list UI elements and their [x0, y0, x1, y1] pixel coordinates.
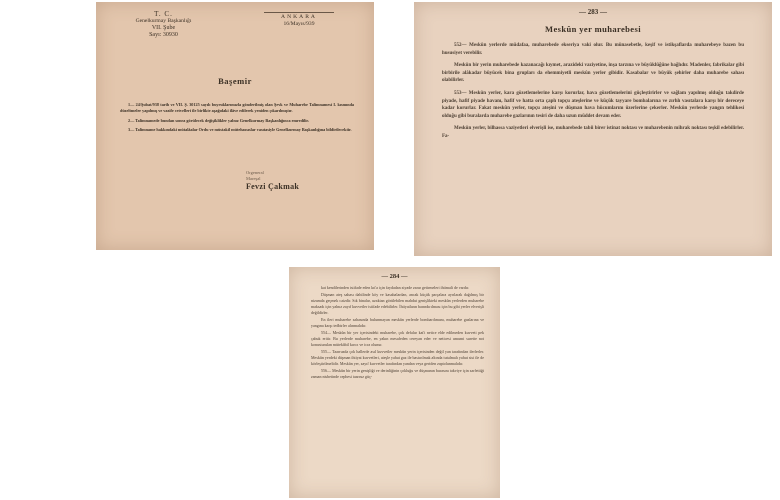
signature-title: Mareşal: [246, 176, 261, 181]
paragraph: 555— Taarruzda çok hallerde asıl kuvvetler meskûn yerin içerisinden değil yan tarafından ilerlerler. Meskûn yerdeki düşman ihtiyat kuvvetleri, ateşle yahut gaz ile bastırılmak altında tutulmalı yahut sisi ile de körleştirilmelidir. Meskûn yer, zayıf kuvvetler tarafından yandan veya geriden zaptolunmalıdır.: [311, 349, 484, 366]
page-body: [311, 285, 484, 381]
paragraph: 1— 24/Şubat/938 tarih ve VII. Ş. 30125 sayılı buyruklarımızla gönderilmiş olan Şevk ve Muharebe Talimnamesi I. kısmında düzeltmeler yapılmış ve vazife cetvelleri ile birlikte aşağıdaki ilâve edilerek yeniden çıkarılmıştır.: [120, 102, 354, 113]
paragraph: Meskûn yerler, bilhassa vaziyetleri elverişli ise, muharebede tabii birer istinat noktası ve muharebenin mihrak noktası teşkil edebilirler. Fa-: [442, 126, 744, 139]
page-body: [442, 42, 744, 146]
signature-block: [246, 170, 336, 190]
paragraph: 556— Meskûn bir yerin genişliği ve derinliğinin çokluğu ve düşmanın burasını takviye için sarfettiği zaman nisbetinde cephesi taarruz güç-: [311, 368, 484, 379]
paragraph: 552— Meskûn yerlerde müdafaa, muharebede ekseriya vaki olur. Bu münasebetle, keşif ve istikşaflarda muharebeye bazen bu hususiyet verebilir.: [442, 43, 744, 56]
header-organization: Genelkurmay Başkanlığı: [135, 18, 192, 24]
document-page-283: [414, 2, 772, 256]
paragraph: Meskûn bir yerin muharebede kazanacağı kıymet, arazideki vaziyetine, inşa tarzına ve büyüklüğüne bağlıdır. Madenler, fabrikalar gibi birbirile alâkadar büyücek bina grupları da ehemmiyetli meskûn yerler gibidir. Kasabalar ve büyük şehirler daha muharebe sahası olabilirler.: [442, 63, 744, 84]
paragraph: 554— Meskûn bir yer içerisindeki muharebe, çok defalar kat'i netice elde edilmeden kuvveti pek çabuk eritir. Bu yerlerde muharebe, en yakın mesafeden cereyan eder ve neticesi umumi surette not konusturulan mütekâbil kırıcı ve icra olunur.: [311, 330, 484, 347]
paragraph: 2— Talimnamede bundan sonra görülecek değişiklikler yalnız Genelkurmay Başkanlığınca emredilir.: [128, 117, 309, 123]
paragraph: 3— Talimname hakkındaki mütalâalar Ordu ve müstakil mütehassıslar vasıtasiyle Genelkurmay Başkanlığına bildirilecektir.: [128, 127, 352, 133]
section-title: Meskûn yer muharebesi: [545, 24, 641, 34]
letter-body: [120, 102, 354, 137]
header-number: Sayı: 30930: [149, 32, 178, 38]
signature-rank: Orgeneral: [246, 170, 264, 175]
header-city: ANKARA: [264, 12, 334, 21]
document-page-284: [289, 267, 500, 498]
paragraph: kat kendilerinden istifade eden kıt'a için faydadan ziyade zarar getirmeleri ihtimali de vardır.: [321, 285, 470, 290]
signature-name: Fevzi Çakmak: [246, 182, 300, 191]
header-tc: T. C.: [154, 10, 173, 18]
letterhead-left: [116, 11, 211, 39]
paragraph: 553— Meskûn yerler, kara gözetlemelerine karşı korurlar, hava gözetlemelerini güçleştirirler ve sağlam yapılmış olduğu takdirde piyade, hafif piyade havanı, hafif ve hatta orta çaplı topçu ateşlerine ve küçük tayyare bombalarına ve zırhlı vasıtalara karşı bir dereceye kadar korurlar. Fakat meskûn yerler, topçu ateşini ve düşman hava hücumlarını üzerlerine çekerler. Meskûn yerlerde yangın tehlikesi olduğu gibi buralarda muharebe gazlarının tesiri de daha uzun müddet devam eder.: [442, 90, 744, 119]
document-page-cover-letter: [96, 2, 374, 250]
letterhead-right: [264, 12, 334, 28]
header-date: 16/Mayıs/939: [283, 21, 315, 27]
paragraph: Düşman ateş sahası dahilinde köy ve kasabalardan, ancak küçük parçalara ayrılarak dağılmış bir nizamda geçmek caizdir. Sık binalar, uzaktan görülebilen mahdut genişlikteki meskûn yerlerden muharebe maksadı için yalnız zayıf kuvvetler istifade edebilirler. İhtiyatların barındırılması için bu gibi yerler elverişli değildirler.: [311, 292, 484, 315]
page-number: — 284 —: [381, 273, 408, 280]
page-title: Başemir: [218, 76, 252, 86]
header-section: VII. Şube: [151, 25, 176, 31]
page-number: — 283 —: [579, 8, 607, 16]
paragraph: En ileri muharebe sahasında bulunmayan meskûn yerlerde bombardımanı, muharebe gazlarına ve yangına karşı tedbirler alınmalıdır.: [311, 317, 484, 328]
